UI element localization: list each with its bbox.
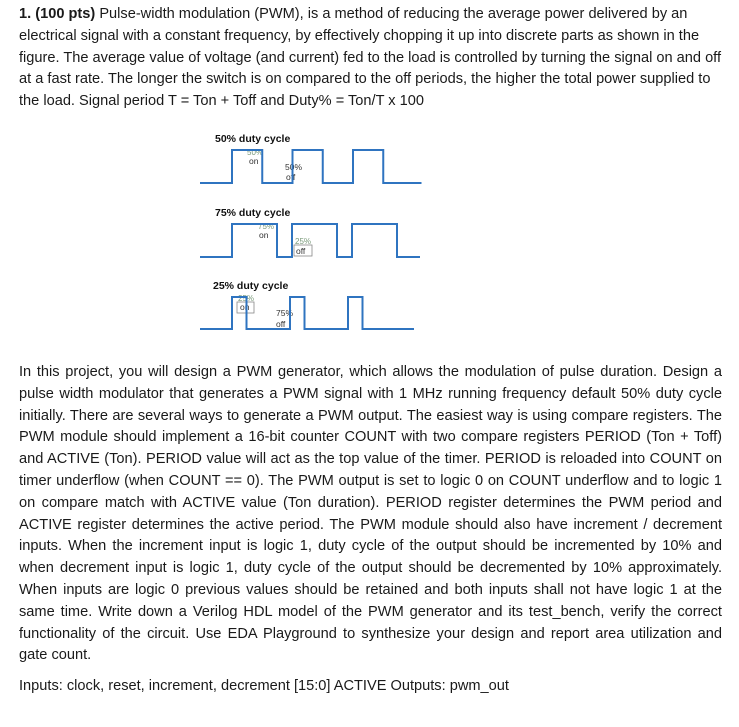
panel-title: 50% duty cycle xyxy=(215,133,291,145)
on-label: on xyxy=(240,302,250,312)
panel-title: 75% duty cycle xyxy=(215,207,291,219)
on-label: on xyxy=(259,230,269,240)
off-percent-label: 50% xyxy=(285,162,303,172)
off-label: off xyxy=(296,246,306,256)
off-label: off xyxy=(276,319,286,329)
panel-25-duty xyxy=(200,280,414,329)
off-label: off xyxy=(286,172,296,182)
pwm-waveform xyxy=(200,150,422,183)
on-percent-label: 50% xyxy=(247,148,264,157)
io-specification: Inputs: clock, reset, increment, decrement [15:0] ACTIVE Outputs: pwm_out xyxy=(19,678,509,694)
project-paragraph: In this project, you will design a PWM generator, which allows the modulation of pulse duration. Design a pulse width modulator that generates a PWM signal with 1 MHz running frequency default 50% duty cycle initially. There are several ways to generate a PWM output. The easiest way is using compare registers. The PWM module should implement a 16-bit counter COUNT with two compare registers PERIOD (Ton + Toff) and ACTIVE (Ton). PERIOD value will act as the top value of the timer. PERIOD is reloaded into COUNT on timer underflow (when COUNT == 0). The PWM output is set to logic 0 on COUNT underflow and to logic 1 on compare match with ACTIVE value (Ton duration). PERIOD register determines the PWM period and ACTIVE register determines the active period. The PWM module should also have increment / decrement inputs. When the increment input is logic 1, duty cycle of the output should be incremented by 10% and when decrement input is logic 1, duty cycle of the output should be decremented by 10% approximately. When inputs are logic 0 previous values should be retained and both inputs shall not have logic 1 at the same time. Write down a Verilog HDL model of the PWM generator and its test_bench, verify the correct functionality of the circuit. Use EDA Playground to synthesize your design and report area utilization and gate count. xyxy=(19,364,722,664)
intro-text: Pulse-width modulation (PWM), is a method of reducing the average power delivered by an electrical signal with a constant frequency, by effectively chopping it up into discrete parts as shown in the figure. The average value of voltage (and current) fed to the load is controlled by turning the signal on and off at a fast rate. The longer the switch is on compared to the off periods, the higher the total power supplied to the load. Signal period T = Ton + Toff and Duty% = Ton/T x 100 xyxy=(19,6,722,110)
pwm-duty-cycle-figure xyxy=(0,0,739,360)
panel-50-duty xyxy=(200,133,422,183)
off-percent-label: 25% xyxy=(295,237,312,246)
on-percent-label: 25% xyxy=(238,294,255,303)
pwm-waveform xyxy=(200,297,414,329)
panel-title: 25% duty cycle xyxy=(213,280,289,292)
off-percent-label: 75% xyxy=(276,308,294,318)
problem-number: 1. (100 pts) xyxy=(19,6,96,22)
on-percent-label: 75% xyxy=(258,222,275,231)
on-label: on xyxy=(249,156,259,166)
panel-75-duty xyxy=(200,207,420,257)
